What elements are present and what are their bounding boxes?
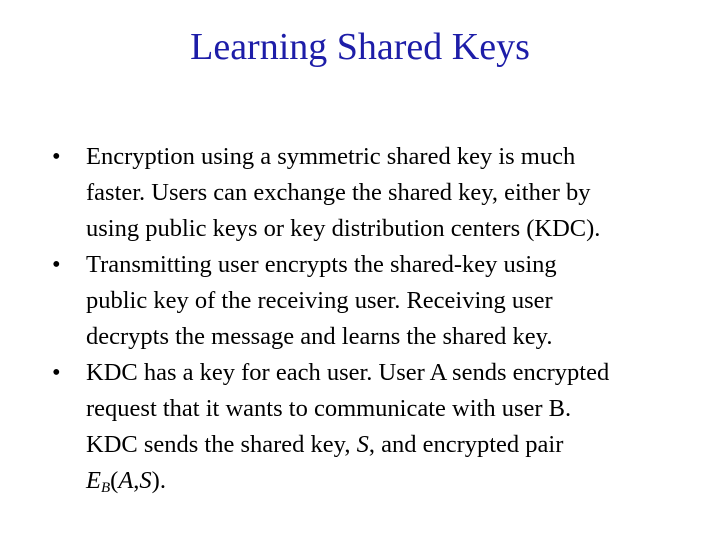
slide-title: Learning Shared Keys	[190, 26, 530, 68]
bullet-item	[52, 355, 702, 499]
math-comma: ,	[133, 467, 140, 494]
text-segment: , and encrypted pair	[368, 431, 564, 458]
math-var-s2: S	[139, 467, 152, 494]
bullet-marker: •	[52, 251, 61, 278]
bullet-line: request that it wants to communicate with user B.	[86, 395, 572, 422]
math-subscript-b: B	[100, 480, 111, 496]
bullet-line: public key of the receiving user. Receiving user	[86, 287, 553, 314]
bullet-line: using public keys or key distribution centers (KDC).	[86, 215, 601, 242]
bullet-line: KDC has a key for each user. User A sends encrypted	[86, 359, 610, 386]
math-expression	[86, 463, 702, 499]
math-var-s: S	[356, 431, 369, 458]
bullet-marker: •	[52, 359, 61, 386]
math-paren-open: (	[110, 467, 119, 494]
bullet-line: faster. Users can exchange the shared key, either by	[86, 179, 591, 206]
bullet-line: Transmitting user encrypts the shared-key using	[86, 251, 557, 278]
bullet-item	[52, 139, 702, 247]
bullet-marker: •	[52, 143, 61, 170]
bullet-line-with-math	[86, 427, 702, 463]
math-var-e: E	[86, 467, 101, 494]
bullet-line: decrypts the message and learns the shared key.	[86, 323, 553, 350]
math-var-a: A	[118, 467, 134, 494]
bullet-line: Encryption using a symmetric shared key is much	[86, 143, 576, 170]
text-segment: KDC sends the shared key,	[86, 431, 357, 458]
bullet-list	[52, 139, 702, 499]
bullet-item	[52, 247, 702, 355]
math-close: ).	[151, 467, 166, 494]
